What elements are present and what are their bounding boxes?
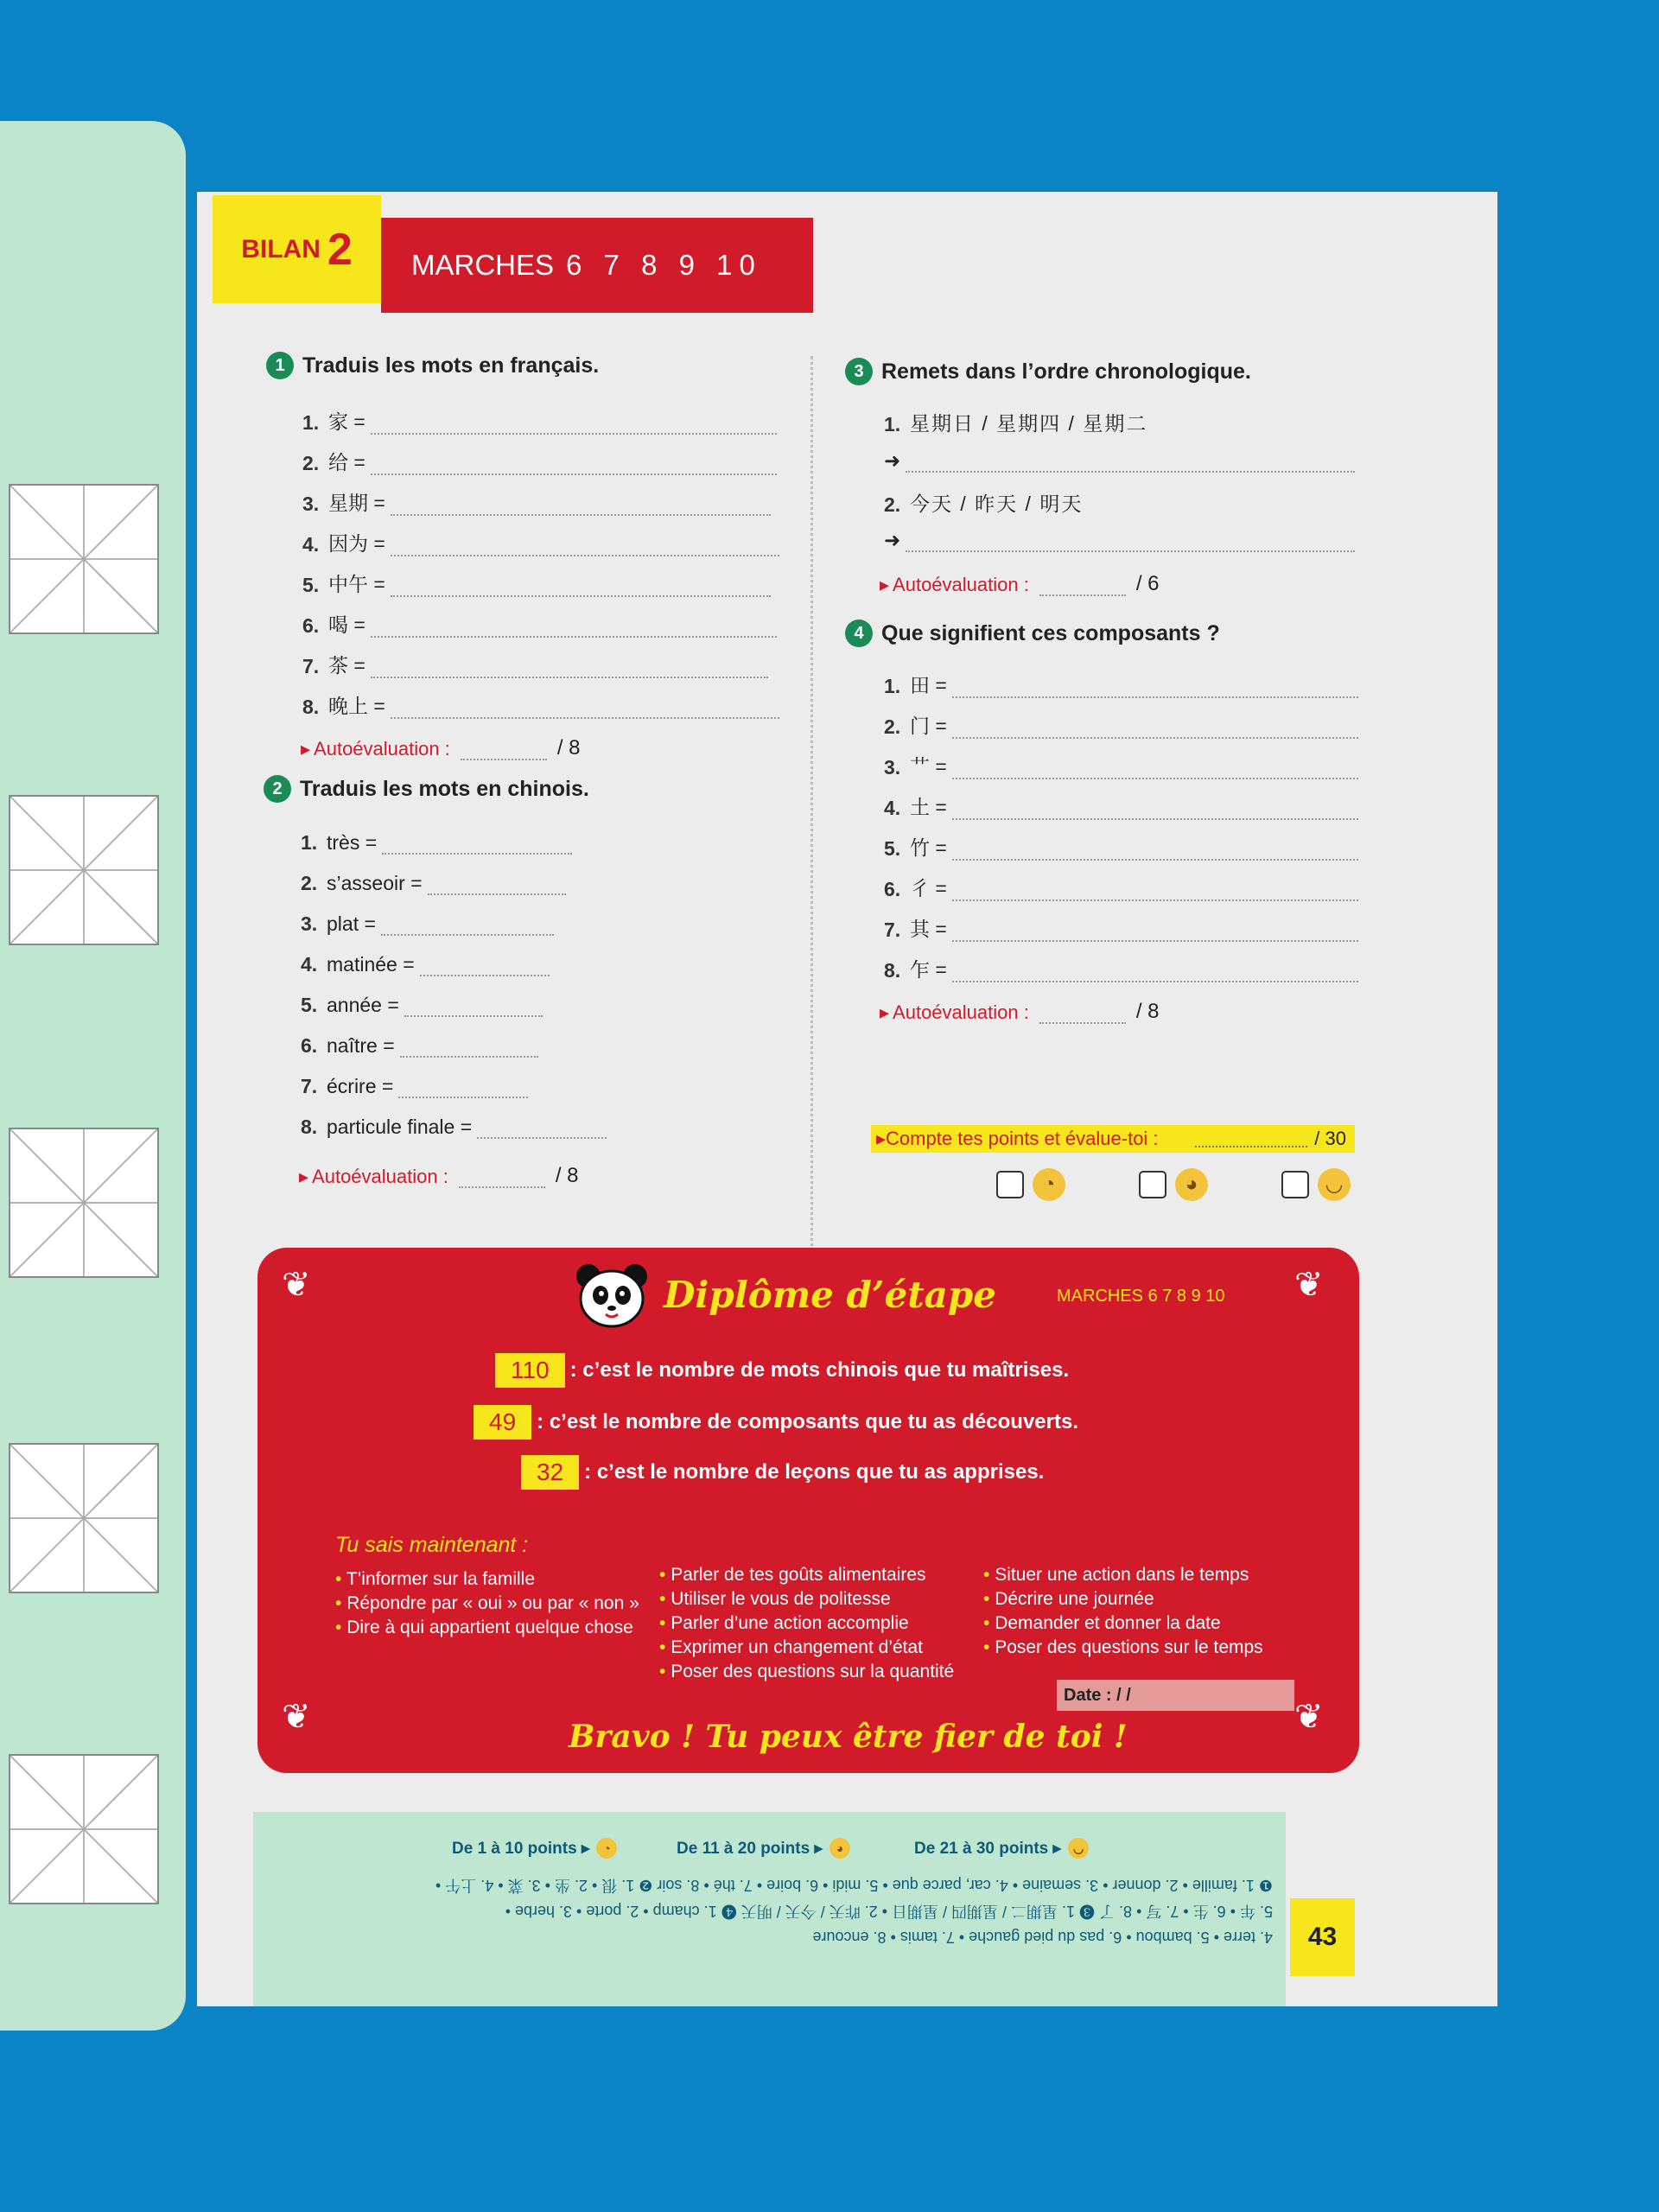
section1-title-text: Traduis les mots en français. [302, 353, 600, 378]
self-eval-option-3[interactable] [1281, 1168, 1351, 1201]
section4-item[interactable] [884, 710, 1358, 739]
skills-col-1 [335, 1567, 639, 1640]
item-number: 1. [884, 413, 901, 435]
answer-line[interactable] [952, 679, 1358, 698]
item-word: 彳 = [910, 877, 947, 899]
right-page [197, 192, 1497, 2006]
section4-item[interactable] [884, 873, 1358, 901]
answer-line[interactable] [952, 760, 1358, 779]
answers-panel [253, 1812, 1286, 2006]
answer-line[interactable] [952, 720, 1358, 739]
answer-line[interactable] [391, 578, 771, 597]
section1-item[interactable] [302, 447, 777, 475]
item-number: 1. [884, 675, 901, 697]
section1-autoeval: ▸ Autoévaluation : / 8 [301, 736, 581, 760]
skill-item: • Situer une action dans le temps [983, 1563, 1263, 1587]
item-word: s’asseoir = [327, 872, 423, 894]
item-number: 5. [301, 994, 318, 1016]
skill-item: • Parler de tes goûts alimentaires [659, 1563, 954, 1587]
autoeval-label: Autoévaluation : [312, 1166, 448, 1187]
item-number: 4. [302, 533, 320, 556]
bilan-number: 2 [327, 224, 353, 275]
skill-item: • Exprimer un changement d’état [659, 1636, 954, 1660]
section3-answer-2[interactable] [884, 529, 1355, 552]
item-word: 竹 = [910, 836, 947, 859]
section3-item-2 [884, 488, 1083, 517]
autoeval-label: Autoévaluation : [893, 574, 1029, 595]
ornament-icon: ❦ [1294, 1266, 1324, 1304]
stat-text: : c’est le nombre de mots chinois que tu maîtrises. [569, 1358, 1070, 1382]
answer-line[interactable] [952, 923, 1358, 942]
item-word: 中午 = [328, 573, 385, 595]
section2-item[interactable] [301, 1075, 528, 1098]
item-number: 6. [884, 878, 901, 900]
section4-item[interactable] [884, 913, 1358, 942]
section4-badge: 4 [845, 620, 873, 647]
section2-autoeval: ▸ Autoévaluation : / 8 [299, 1164, 579, 1187]
item-word: 艹 = [910, 755, 947, 778]
answer-line[interactable] [420, 957, 550, 976]
section1-item[interactable] [302, 406, 777, 435]
stat-text: : c’est le nombre de composants que tu as découverts. [537, 1410, 1078, 1433]
answer-line[interactable] [404, 998, 543, 1017]
item-word: naître = [327, 1034, 395, 1057]
item-word: 茶 = [328, 654, 365, 677]
diploma-title: Diplôme d’étape [664, 1274, 996, 1316]
skill-item: • Décrire une journée [983, 1587, 1263, 1611]
section3-autoeval: ▸ Autoévaluation : / 6 [880, 572, 1160, 595]
self-eval-option-2[interactable] [1139, 1168, 1208, 1201]
answer-line[interactable] [398, 1079, 528, 1098]
item-word: écrire = [327, 1075, 394, 1097]
section2-title [264, 775, 589, 803]
section4-item[interactable] [884, 954, 1358, 982]
checkbox[interactable] [1281, 1171, 1309, 1198]
section4-title-text: Que signifient ces composants ? [881, 620, 1220, 645]
section3-title [845, 358, 1251, 385]
diploma-panel [257, 1248, 1359, 1773]
item-text: 今天 / 昨天 / 明天 [910, 493, 1084, 515]
item-number: 5. [302, 574, 320, 596]
stat-value: 110 [495, 1353, 565, 1388]
item-word: 土 = [910, 796, 947, 818]
marches-numbers: 6 7 8 9 10 [566, 249, 762, 281]
section1-badge: 1 [266, 352, 294, 379]
item-word: 喝 = [328, 613, 365, 636]
section1-item[interactable] [302, 650, 768, 678]
item-number: 7. [884, 918, 901, 941]
item-word: matinée = [327, 953, 415, 976]
answer-line[interactable] [371, 456, 777, 475]
section4-autoeval: ▸ Autoévaluation : / 8 [880, 1000, 1160, 1023]
answer-line: 5. 年 • 6. 生 • 7. 写 • 8. 了 ❸ 1. 星期二 / 星期四 / 星期日 • 2. 昨天 / 今天 / 明天 ❹ 1. champ • 2. porte • 3. herbe • [505, 1903, 1273, 1920]
item-number: 4. [884, 797, 901, 819]
answers-upside-down [270, 1872, 1273, 1950]
section1-title [266, 352, 599, 379]
item-word: année = [327, 994, 399, 1016]
item-word: 因为 = [328, 532, 385, 555]
item-word: 家 = [328, 410, 365, 433]
item-word: 其 = [910, 918, 947, 940]
skill-item: • T’informer sur la famille [335, 1567, 639, 1592]
section3-item-1 [884, 408, 1147, 436]
skill-item: • Répondre par « oui » ou par « non » [335, 1592, 639, 1616]
item-number: 1. [301, 831, 318, 854]
item-number: 3. [884, 756, 901, 779]
writing-grid [9, 484, 159, 634]
section4-title [845, 620, 1220, 647]
arrow-icon: ➜ [884, 529, 901, 551]
date-field[interactable]: Date : / / [1057, 1680, 1294, 1711]
item-number: 2. [301, 872, 318, 894]
section2-item[interactable] [301, 1116, 607, 1139]
section4-item[interactable] [884, 751, 1358, 779]
section2-item[interactable] [301, 831, 572, 855]
worried-face-icon: ◔ [596, 1838, 617, 1859]
item-word: 乍 = [910, 958, 947, 981]
answer-line[interactable] [371, 416, 777, 435]
section2-title-text: Traduis les mots en chinois. [300, 776, 589, 801]
ornament-icon: ❦ [1294, 1698, 1324, 1736]
checkbox[interactable] [1139, 1171, 1166, 1198]
item-number: 1. [302, 411, 320, 434]
answer-line: ❶ 1. famille • 2. donner • 3. semaine • 4. car, parce que • 5. midi • 6. boire • 7. thé • 8. soir ❷ 1. 很 • 2. 坐 • 3. 菜 • 4. 上午 • [435, 1877, 1273, 1894]
writing-grid [9, 1128, 159, 1278]
neutral-face-icon: ◕ [1175, 1168, 1208, 1201]
page-number: 43 [1290, 1898, 1355, 1976]
item-number: 5. [884, 837, 901, 860]
writing-grid [9, 1443, 159, 1593]
self-eval-option-1[interactable] [996, 1168, 1065, 1201]
section2-badge: 2 [264, 775, 291, 803]
section3-title-text: Remets dans l’ordre chronologique. [881, 359, 1251, 384]
item-word: particule finale = [327, 1116, 473, 1138]
neutral-face-icon: ◕ [830, 1838, 850, 1859]
ornament-icon: ❦ [282, 1698, 311, 1736]
stat-text: : c’est le nombre de leçons que tu as apprises. [584, 1460, 1045, 1484]
item-word: plat = [327, 912, 376, 935]
skill-item: • Parler d’une action accomplie [659, 1611, 954, 1636]
answer-line[interactable] [391, 537, 779, 556]
item-word: 门 = [910, 715, 947, 737]
legend-text: De 11 à 20 points ▸ [677, 1839, 823, 1858]
answer-line[interactable] [952, 882, 1358, 901]
section2-item[interactable] [301, 872, 566, 895]
item-number: 2. [884, 715, 901, 738]
stat-value: 32 [521, 1455, 579, 1490]
section2-item[interactable] [301, 1034, 538, 1058]
legend-text: De 21 à 30 points ▸ [914, 1839, 1062, 1858]
ornament-icon: ❦ [282, 1266, 311, 1304]
marches-header [381, 218, 813, 313]
panda-icon [573, 1261, 651, 1330]
answer-line[interactable] [400, 1039, 538, 1058]
legend-mid [677, 1838, 850, 1859]
skills-col-2 [659, 1563, 954, 1684]
item-number: 7. [302, 655, 320, 677]
item-word: 星期 = [328, 492, 385, 514]
writing-grid [9, 795, 159, 945]
section4-item[interactable] [884, 832, 1358, 861]
section4-item[interactable] [884, 670, 1358, 698]
answer-line[interactable] [952, 842, 1358, 861]
item-word: 晚上 = [328, 695, 385, 717]
answer-line[interactable] [952, 801, 1358, 820]
item-number: 6. [301, 1034, 318, 1057]
legend-low [452, 1838, 617, 1859]
item-word: très = [327, 831, 378, 854]
section1-item[interactable] [302, 609, 777, 638]
section4-item[interactable] [884, 791, 1358, 820]
legend-text: De 1 à 10 points ▸ [452, 1839, 590, 1858]
section2-item[interactable] [301, 953, 550, 976]
winking-face-icon: ◡ [1318, 1168, 1351, 1201]
item-number: 8. [302, 696, 320, 718]
skill-item: • Poser des questions sur le temps [983, 1636, 1263, 1660]
section2-item[interactable] [301, 912, 554, 936]
section3-badge: 3 [845, 358, 873, 385]
total-score: ▸ Compte tes points et évalue-toi : / 30 [871, 1125, 1355, 1153]
answer-line[interactable] [477, 1120, 607, 1139]
answer-line[interactable] [391, 497, 771, 516]
item-word: 田 = [910, 674, 947, 696]
skill-item: • Demander et donner la date [983, 1611, 1263, 1636]
left-page [0, 121, 186, 2031]
stat-lessons [521, 1455, 1044, 1490]
item-number: 4. [301, 953, 318, 976]
stat-words [495, 1353, 1069, 1388]
skill-item: • Utiliser le vous de politesse [659, 1587, 954, 1611]
autoeval-score: / 8 [556, 736, 581, 760]
answer-line[interactable] [371, 619, 777, 638]
bilan-label: BILAN [241, 234, 321, 264]
skill-item: • Dire à qui appartient quelque chose [335, 1616, 639, 1640]
diploma-marches: MARCHES 6 7 8 9 10 [1057, 1287, 1225, 1306]
autoeval-label: Autoévaluation : [314, 738, 450, 760]
skills-col-3 [983, 1563, 1263, 1660]
column-divider [810, 356, 813, 1367]
answer-line[interactable] [371, 659, 768, 678]
legend-high [914, 1838, 1089, 1859]
marches-label: MARCHES [411, 249, 555, 281]
section1-item[interactable] [302, 569, 771, 597]
autoeval-score: / 8 [1135, 1000, 1160, 1023]
answer-line[interactable] [952, 963, 1358, 982]
item-text: 星期日 / 星期四 / 星期二 [910, 412, 1148, 435]
item-number: 7. [301, 1075, 318, 1097]
item-word: 给 = [328, 451, 365, 474]
total-score-value: / 30 [1314, 1128, 1346, 1149]
item-number: 8. [301, 1116, 318, 1138]
item-number: 2. [302, 452, 320, 474]
stat-components [474, 1405, 1078, 1440]
bravo-text: Bravo ! Tu peux être fier de toi ! [569, 1719, 1128, 1755]
answer-line[interactable] [381, 917, 554, 936]
item-number: 3. [301, 912, 318, 935]
stat-value: 49 [474, 1405, 531, 1440]
item-number: 8. [884, 959, 901, 982]
section1-item[interactable] [302, 528, 779, 556]
skills-heading: Tu sais maintenant : [335, 1533, 529, 1557]
item-number: 2. [884, 493, 901, 516]
autoeval-score: / 8 [555, 1164, 579, 1187]
item-number: 6. [302, 614, 320, 637]
section1-item[interactable] [302, 487, 771, 516]
autoeval-score: / 6 [1135, 572, 1160, 595]
answer-line: 4. terre • 5. bambou • 6. pas du pied gauche • 7. tamis • 8. encoure [812, 1929, 1273, 1946]
answer-line[interactable] [391, 700, 779, 719]
section1-item[interactable] [302, 690, 779, 719]
bilan-header [213, 195, 381, 303]
skill-item: • Poser des questions sur la quantité [659, 1660, 954, 1684]
writing-grid [9, 1754, 159, 1904]
checkbox[interactable] [996, 1171, 1024, 1198]
section2-item[interactable] [301, 994, 543, 1017]
worried-face-icon: ◔ [1033, 1168, 1065, 1201]
arrow-icon: ➜ [884, 449, 901, 472]
autoeval-label: Autoévaluation : [893, 1001, 1029, 1023]
total-score-label: Compte tes points et évalue-toi : [886, 1128, 1159, 1149]
winking-face-icon: ◡ [1068, 1838, 1089, 1859]
item-number: 3. [302, 493, 320, 515]
answer-line[interactable] [428, 876, 566, 895]
answer-line[interactable] [382, 836, 572, 855]
section3-answer-1[interactable] [884, 449, 1355, 473]
